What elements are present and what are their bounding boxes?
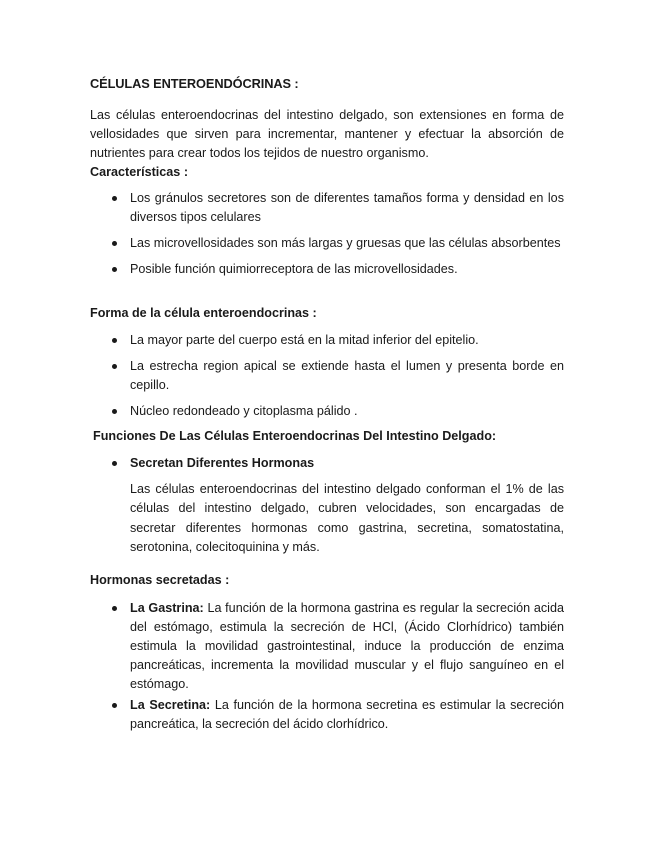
bullet-icon bbox=[112, 338, 117, 343]
bullet-icon bbox=[112, 606, 117, 611]
list-item bbox=[90, 357, 564, 395]
bullet-icon bbox=[112, 241, 117, 246]
intro-paragraph: Las células enteroendocrinas del intestino delgado, son extensiones en forma de vellosidades que sirven para incrementar, mantener y efectuar la absorción de nutrientes para crear todos los tejidos de nuestro organismo. bbox=[90, 108, 564, 160]
bullet-icon bbox=[112, 409, 117, 414]
list-item-text: La estrecha region apical se extiende hasta el lumen y presenta borde en cepillo. bbox=[130, 359, 564, 392]
hormone-description: La función de la hormona secretina es estimular la secreción pancreática, la secreción del ácido clorhídrico. bbox=[130, 698, 564, 731]
funciones-paragraph: Las células enteroendocrinas del intestino delgado conforman el 1% de las células del intestino delgado, cubren velocidades, son encargadas de secretar diferentes hormonas como gastrina, secretina, somatostatina, serotonina, colecitoquinina y más. bbox=[130, 482, 564, 554]
forma-list bbox=[90, 331, 564, 421]
list-item bbox=[90, 599, 564, 694]
document-title: CÉLULAS ENTEROENDÓCRINAS : bbox=[90, 76, 299, 91]
caracteristicas-heading: Características : bbox=[90, 165, 189, 179]
list-item bbox=[90, 696, 564, 734]
bullet-icon bbox=[112, 364, 117, 369]
hormonas-heading: Hormonas secretadas : bbox=[90, 573, 230, 587]
list-item-text: Núcleo redondeado y citoplasma pálido . bbox=[130, 404, 358, 418]
list-item bbox=[90, 260, 564, 279]
hormonas-list bbox=[90, 599, 564, 734]
list-item-text: Los gránulos secretores son de diferentes tamaños forma y densidad en los diversos tipos celulares bbox=[130, 191, 564, 224]
funciones-heading: Funciones De Las Células Enteroendocrinas Del Intestino Delgado: bbox=[93, 429, 497, 443]
bullet-icon bbox=[112, 461, 117, 466]
list-item bbox=[90, 454, 564, 473]
forma-heading: Forma de la célula enteroendocrinas : bbox=[90, 306, 317, 320]
list-item bbox=[90, 331, 564, 350]
bullet-icon bbox=[112, 703, 117, 708]
list-item bbox=[90, 234, 564, 253]
list-item-text: Posible función quimiorreceptora de las microvellosidades. bbox=[130, 262, 458, 276]
hormone-label: La Secretina: bbox=[130, 698, 211, 712]
hormone-label: La Gastrina: bbox=[130, 601, 204, 615]
list-item-text: La mayor parte del cuerpo está en la mitad inferior del epitelio. bbox=[130, 333, 479, 347]
list-item bbox=[90, 189, 564, 227]
hormone-description: La función de la hormona gastrina es regular la secreción acida del estómago, estimula la secreción de HCl, (Ácido Clorhídrico) también estimula la movilidad gastrointestinal, induce la producción de enzima pancreáticas, incrementa la movilidad muscular y el flujo sanguíneo en el estómago. bbox=[130, 601, 564, 691]
bullet-icon bbox=[112, 196, 117, 201]
list-item-text: Secretan Diferentes Hormonas bbox=[130, 456, 315, 470]
funciones-list bbox=[90, 454, 564, 473]
list-item bbox=[90, 402, 564, 421]
caracteristicas-list bbox=[90, 189, 564, 279]
bullet-icon bbox=[112, 267, 117, 272]
list-item-text: Las microvellosidades son más largas y gruesas que las células absorbentes bbox=[130, 236, 561, 250]
